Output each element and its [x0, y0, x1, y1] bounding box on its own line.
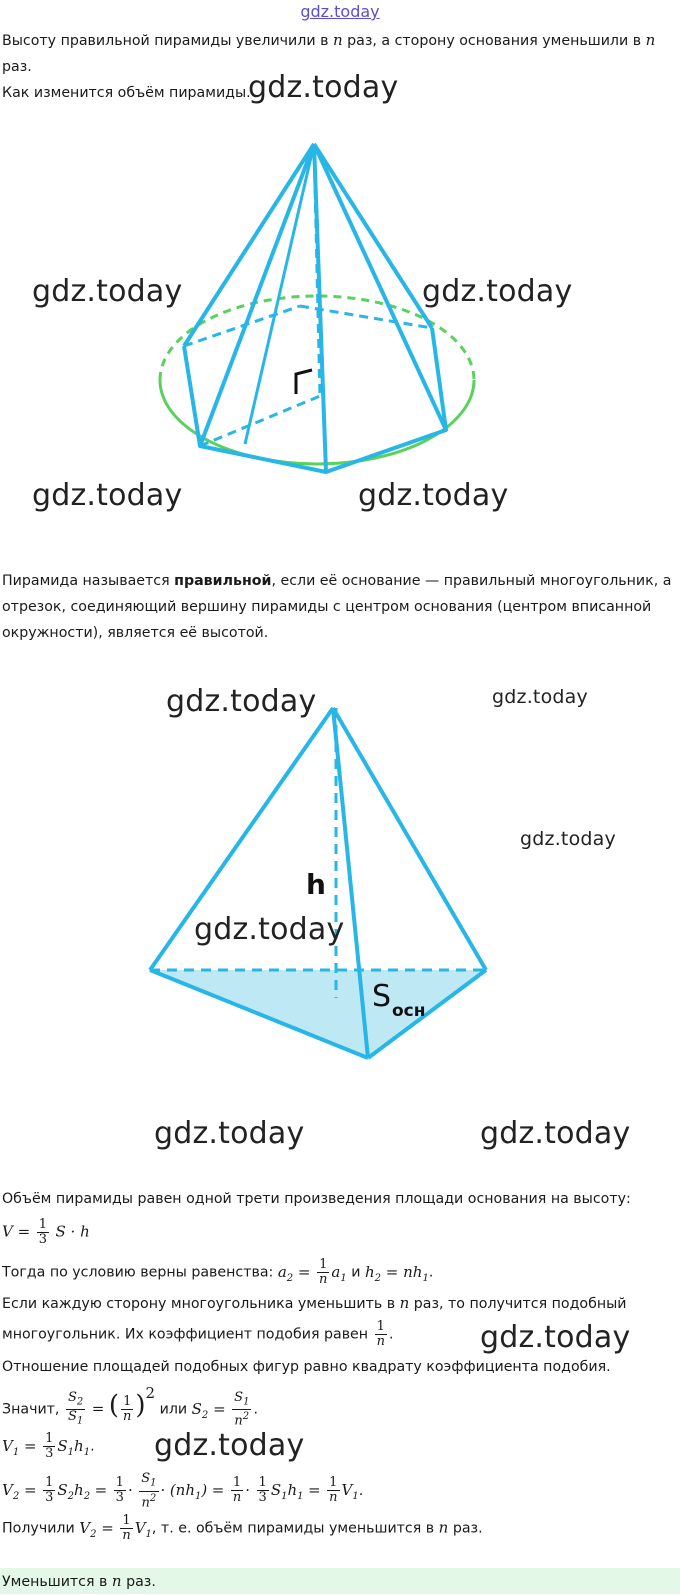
problem-text-2: раз, а сторону основания уменьшили в — [347, 33, 642, 49]
definition-text-b: , если её основание — правильный многоугольник, а отрезок, соединяющий вершину пирамиды с центром основания (центром вписанной окружности), является её высотой. — [2, 573, 672, 641]
top-watermark-link[interactable]: gdz.today — [300, 2, 380, 21]
math-n: n — [399, 1294, 410, 1312]
condition-text: Тогда по условию верны равенства: — [2, 1264, 274, 1281]
watermark: gdz.today — [32, 274, 183, 309]
got-text-c: раз. — [452, 1520, 483, 1537]
got-text-b: , т. е. объём пирамиды уменьшится в — [151, 1520, 435, 1537]
answer-text-a: Уменьшится в — [2, 1574, 108, 1590]
similar-text-a: Если каждую сторону многоугольника уменьшить в — [2, 1296, 396, 1312]
math-n: n — [111, 1572, 122, 1590]
math-n: n — [332, 31, 343, 49]
definition-text-a: Пирамида называется — [2, 573, 170, 589]
definition-paragraph — [2, 568, 672, 646]
watermark: gdz.today — [492, 686, 588, 708]
definition-bold: правильной — [174, 573, 272, 589]
height-label: h — [306, 868, 326, 901]
answer-bar — [0, 1568, 680, 1594]
or-text: или — [159, 1401, 188, 1418]
watermark: gdz.today — [480, 1116, 631, 1151]
problem-question: Как изменится объём пирамиды. — [2, 85, 251, 101]
figure-triangular-pyramid — [0, 680, 680, 1100]
formula-volume — [2, 1218, 672, 1247]
and-text: и — [351, 1264, 361, 1281]
math-n: n — [645, 31, 656, 49]
base-area-label: S — [372, 979, 392, 1014]
math-n: n — [438, 1518, 449, 1537]
hence-line: Значит, $\frac{S_2}{S_1}$ = ( $\frac{1}{n}$ )$^2$ или $S_2$ = $\frac{S_1}{n^2}$ . — [2, 1384, 258, 1429]
solution-volume-text: Объём пирамиды равен одной трети произведения площади основания на высоту: — [2, 1191, 631, 1207]
watermark: gdz.today — [248, 70, 399, 105]
figure-pyramid-circle — [0, 100, 680, 540]
problem-text-1: Высоту правильной пирамиды увеличили в — [2, 33, 329, 49]
watermark: gdz.today — [154, 1428, 305, 1463]
similar-text-c: многоугольник. Их коэффициент подобия равен — [2, 1326, 369, 1343]
ratio-text: Отношение площадей подобных фигур равно квадрату коэффициента подобия. — [2, 1359, 611, 1375]
similar-text-b: раз, то получится подобный — [413, 1296, 627, 1312]
got-text-a: Получили — [2, 1520, 75, 1537]
watermark: gdz.today — [32, 478, 183, 513]
condition-line: Тогда по условию верны равенства: $a_2$ = $\frac{1}{n}$ $a_1$ и $h_2 = nh_1$. — [2, 1257, 434, 1287]
similar-line-1 — [2, 1290, 672, 1317]
watermark: gdz.today — [520, 828, 616, 850]
problem-text-3: раз. — [2, 59, 32, 75]
answer-text-b: раз. — [126, 1574, 156, 1590]
similar-line-2: многоугольник. Их коэффициент подобия равен $\frac{1}{n}$ . — [2, 1319, 394, 1349]
watermark: gdz.today — [358, 478, 509, 513]
watermark: gdz.today — [166, 684, 317, 719]
math-v-lhs: V = — [2, 1222, 31, 1241]
base-area-subscript: осн — [392, 1001, 426, 1021]
watermark: gdz.today — [480, 1320, 631, 1355]
watermark: gdz.today — [154, 1116, 305, 1151]
watermark: gdz.today — [422, 274, 573, 309]
hence-text: Значит, — [2, 1401, 60, 1418]
fraction-one-over-n: $\frac{1}{n}$ — [319, 1257, 328, 1287]
formula-v2: $V_2$ = $\frac{1}{3}$ $S_2h_2$ = $\frac{1}{3}$ · $\frac{S_1}{n^2}$ · $(nh_1)$ = $\frac{1}{n}$ · $\frac{1}{3}$ $S_1h_1$ = $\frac{1}{n}$ $V_1$. — [2, 1471, 364, 1510]
formula-v1: $V_1$ = $\frac{1}{3}$ $S_1h_1$. — [2, 1431, 95, 1461]
watermark: gdz.today — [194, 912, 345, 947]
fraction-one-third: $\frac{1}{3}$ — [38, 1217, 47, 1247]
fraction-one-over-n: $\frac{1}{n}$ — [376, 1319, 385, 1349]
result-line: Получили $V_2$ = $\frac{1}{n}$ $V_1$, т. е. объём пирамиды уменьшится в n раз. — [2, 1513, 483, 1543]
math-v-rhs: S · h — [55, 1222, 90, 1241]
